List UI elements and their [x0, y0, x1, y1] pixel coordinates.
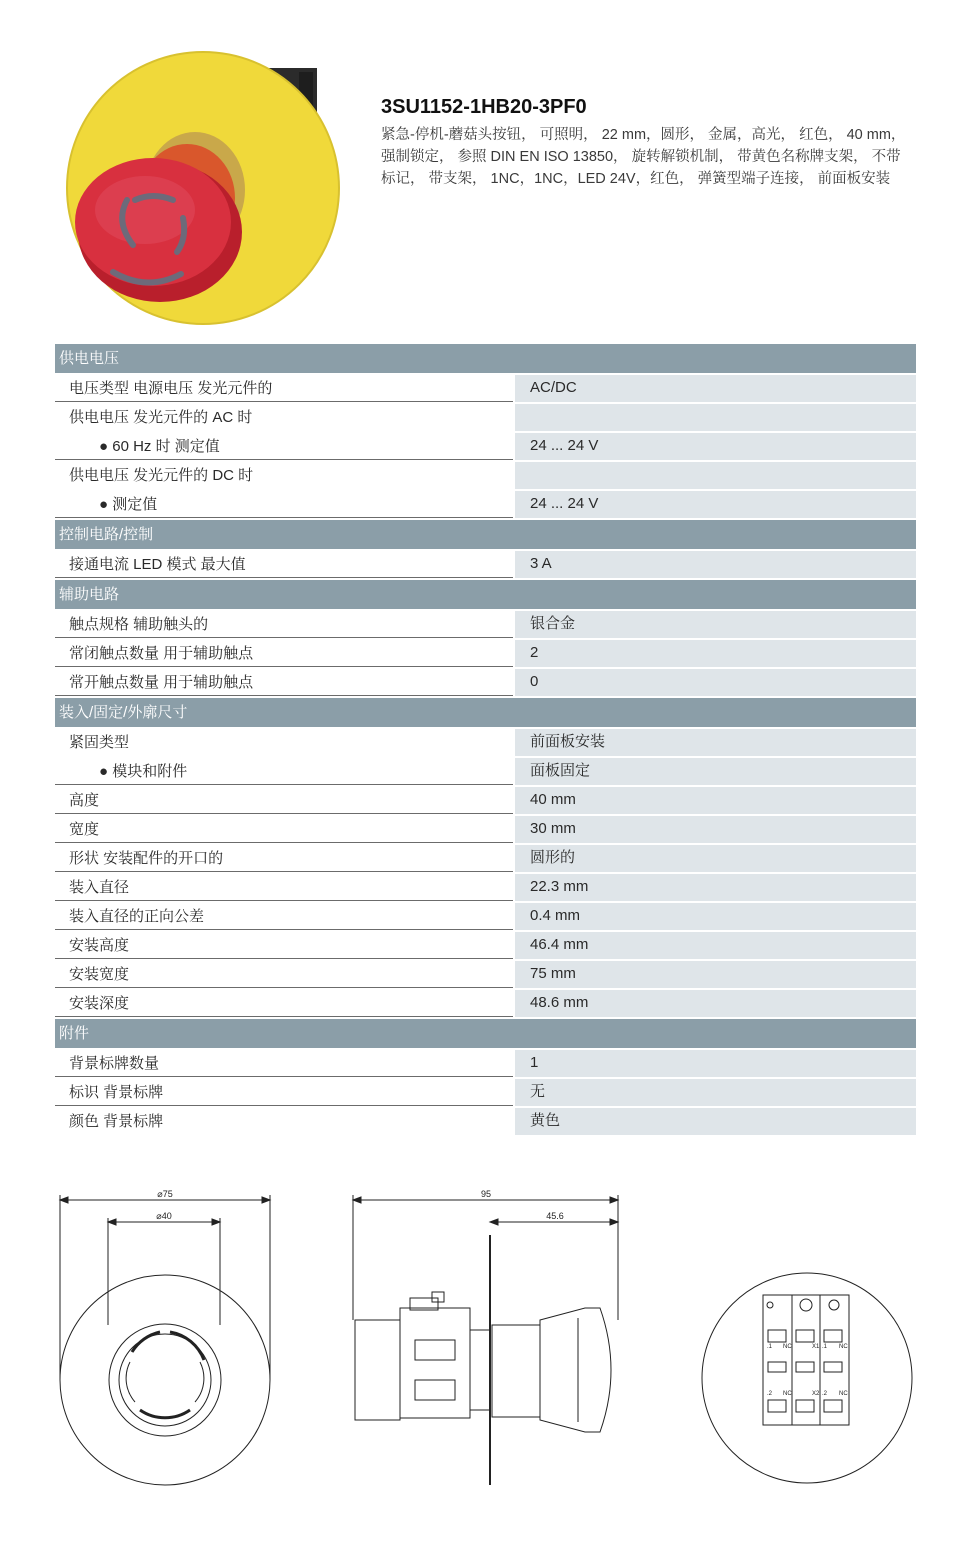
- spec-key: 装入直径: [55, 874, 513, 901]
- table-row: [55, 729, 916, 756]
- front-view-drawing: [60, 1189, 270, 1485]
- svg-text:.1: .1: [822, 1344, 828, 1350]
- spec-key: 安装宽度: [55, 961, 513, 988]
- spec-key: 背景标牌数量: [55, 1050, 513, 1077]
- table-row: [55, 758, 916, 785]
- svg-text:X2: X2: [812, 1391, 820, 1397]
- spec-key: 宽度: [55, 816, 513, 843]
- spec-value: 面板固定: [515, 758, 916, 785]
- table-row: [55, 433, 916, 460]
- svg-text:NC: NC: [783, 1344, 792, 1350]
- spec-key: 装入直径的正向公差: [55, 903, 513, 930]
- spec-key: 形状 安装配件的开口的: [55, 845, 513, 872]
- product-photo: [55, 50, 345, 330]
- spec-key: 标识 背景标牌: [55, 1079, 513, 1106]
- spec-value: 22.3 mm: [515, 874, 916, 901]
- spec-value: 0: [515, 669, 916, 696]
- spec-value: [515, 462, 916, 489]
- product-title: 3SU1152-1HB20-3PF0: [381, 96, 587, 118]
- spec-value: 前面板安装: [515, 729, 916, 756]
- spec-value: 24 ... 24 V: [515, 433, 916, 460]
- table-row: [55, 1079, 916, 1106]
- table-row: [55, 990, 916, 1017]
- section-header: 控制电路/控制: [55, 520, 916, 549]
- spec-value: AC/DC: [515, 375, 916, 402]
- rear-view-drawing: [702, 1273, 912, 1483]
- table-row: [55, 375, 916, 402]
- table-row: [55, 787, 916, 814]
- svg-text:NC: NC: [839, 1391, 848, 1397]
- spec-value: 无: [515, 1079, 916, 1106]
- spec-key: 常闭触点数量 用于辅助触点: [55, 640, 513, 667]
- table-row: [55, 669, 916, 696]
- spec-key: ● 60 Hz 时 测定值: [55, 433, 513, 460]
- spec-value: 2: [515, 640, 916, 667]
- spec-value: 0.4 mm: [515, 903, 916, 930]
- spec-value: 48.6 mm: [515, 990, 916, 1017]
- spec-key: 供电电压 发光元件的 DC 时: [69, 467, 254, 484]
- side-view-drawing: [353, 1189, 618, 1485]
- spec-value: 75 mm: [515, 961, 916, 988]
- spec-key: ● 测定值: [55, 491, 513, 518]
- spec-value: 3 A: [515, 551, 916, 578]
- technical-drawings: [0, 1180, 970, 1510]
- spec-value: 30 mm: [515, 816, 916, 843]
- spec-value: 40 mm: [515, 787, 916, 814]
- table-row: [55, 404, 916, 431]
- table-row: [55, 845, 916, 872]
- svg-text:NC: NC: [839, 1344, 848, 1350]
- table-row: [55, 491, 916, 518]
- table-row: [55, 903, 916, 930]
- table-row: [55, 551, 916, 578]
- spec-value: 46.4 mm: [515, 932, 916, 959]
- spec-table: [55, 344, 916, 1137]
- spec-key: 高度: [55, 787, 513, 814]
- table-row: [55, 932, 916, 959]
- table-row: [55, 961, 916, 988]
- dim-total-depth: 95: [480, 1189, 492, 1199]
- product-description: 紧急-停机-蘑菇头按钮， 可照明， 22 mm，圆形， 金属，高光， 红色， 40 mm， 强制锁定， 参照 DIN EN ISO 13850， 旋转解锁机制， 带黄色名称牌支架， 不带标记， 带支架， 1NC，1NC，LED 24V，红色， 弹簧型端子连接， 前面板安装: [381, 127, 906, 187]
- table-row: [55, 640, 916, 667]
- spec-key: 常开触点数量 用于辅助触点: [55, 669, 513, 696]
- spec-key: 紧固类型: [69, 734, 130, 751]
- spec-value: 黄色: [515, 1108, 916, 1135]
- spec-key: 安装深度: [55, 990, 513, 1017]
- table-row: [55, 816, 916, 843]
- table-row: [55, 874, 916, 901]
- spec-value: 24 ... 24 V: [515, 491, 916, 518]
- spec-key: 触点规格 辅助触头的: [55, 611, 513, 638]
- spec-key: 供电电压 发光元件的 AC 时: [69, 409, 253, 426]
- dim-outer-diameter: ⌀75: [157, 1189, 173, 1199]
- svg-text:X1: X1: [812, 1344, 820, 1350]
- spec-value: 银合金: [515, 611, 916, 638]
- table-row: [55, 1108, 916, 1135]
- section-header: 供电电压: [55, 344, 916, 373]
- spec-key: 颜色 背景标牌: [69, 1113, 164, 1130]
- dim-front-depth: 45.6: [546, 1211, 564, 1221]
- spec-value: 圆形的: [515, 845, 916, 872]
- section-header: 辅助电路: [55, 580, 916, 609]
- spec-key: ● 模块和附件: [55, 758, 513, 785]
- dim-inner-diameter: ⌀40: [156, 1211, 172, 1221]
- spec-key: 电压类型 电源电压 发光元件的: [55, 375, 513, 402]
- section-header: 附件: [55, 1019, 916, 1048]
- svg-text:.2: .2: [767, 1391, 773, 1397]
- svg-text:NC: NC: [783, 1391, 792, 1397]
- spec-value: [515, 404, 916, 431]
- spec-value: 1: [515, 1050, 916, 1077]
- spec-key: 接通电流 LED 模式 最大值: [55, 551, 513, 578]
- section-header: 装入/固定/外廓尺寸: [55, 698, 916, 727]
- table-row: [55, 611, 916, 638]
- table-row: [55, 462, 916, 489]
- table-row: [55, 1050, 916, 1077]
- spec-key: 安装高度: [55, 932, 513, 959]
- svg-text:.1: .1: [767, 1344, 773, 1350]
- svg-text:.2: .2: [822, 1391, 828, 1397]
